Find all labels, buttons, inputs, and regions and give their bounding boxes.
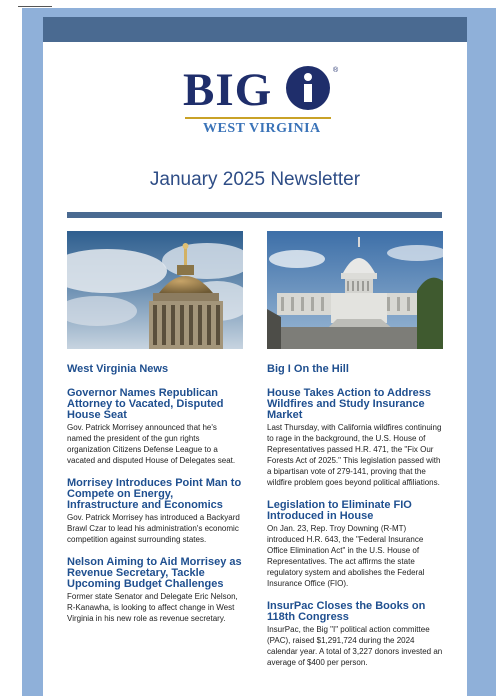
newsletter-card — [43, 17, 467, 696]
wv-capitol-photo-graphic — [67, 231, 243, 349]
article-summary: Gov. Patrick Morrisey announced that he's named the president of the gun rights organization Citizens Defense League to a vacated and disputed House of Delegates seat. — [67, 423, 236, 465]
logo-underline — [185, 117, 331, 119]
logo-subtitle: WEST VIRGINIA — [203, 121, 321, 136]
wv-capitol-image[interactable] — [67, 231, 243, 349]
article — [67, 388, 243, 466]
article-summary: Former state Senator and Delegate Eric Nelson, R-Kanawha, is looking to affect change in West Virginia in his new role as revenue secretary. — [67, 592, 238, 623]
article-title-link[interactable]: Governor Names Republican Attorney to Vacated, Disputed House Seat — [67, 387, 224, 421]
logo-big-text: BIG — [183, 64, 273, 116]
logo-i-icon — [286, 66, 330, 110]
logo-registered-mark: ® — [333, 67, 339, 74]
window-edge-line — [18, 6, 52, 7]
article-title-link[interactable]: Legislation to Eliminate FIO Introduced in House — [267, 499, 412, 522]
article-summary: Gov. Patrick Morrisey has introduced a Backyard Brawl Czar to lead his administration's economic competition against surrounding states. — [67, 513, 240, 544]
article — [67, 478, 243, 545]
section-heading-big-i-hill: Big I On the Hill — [267, 363, 349, 375]
header-bar — [43, 17, 467, 42]
article — [67, 557, 243, 624]
newsletter-title: January 2025 Newsletter — [149, 169, 361, 190]
article-summary: InsurPac, the Big "I" political action committee (PAC), raised $1,291,724 during the 2024 calendar year. A total of 3,227 donors invested an average of $400 per person. — [267, 625, 443, 667]
right-column — [267, 231, 443, 668]
big-i-logo[interactable] — [183, 64, 339, 151]
article — [267, 601, 443, 668]
us-capitol-photo-graphic — [267, 231, 443, 349]
article-title-link[interactable]: InsurPac Closes the Books on 118th Congress — [267, 600, 426, 623]
section-heading-wv-news: West Virginia News — [67, 363, 169, 375]
us-capitol-image[interactable] — [267, 231, 443, 349]
article — [267, 388, 443, 488]
left-column — [67, 231, 243, 624]
article-summary: On Jan. 23, Rep. Troy Downing (R-MT) introduced H.R. 643, the "Federal Insurance Office Elimination Act" in the U.S. House of Representatives. The act affirms the state regulatory system and abolishes the Federal Insurance Office (FIO). — [267, 524, 425, 588]
article-title-link[interactable]: Nelson Aiming to Aid Morrisey as Revenue Secretary, Tackle Upcoming Budget Challenges — [67, 556, 242, 590]
article-title-link[interactable]: Morrisey Introduces Point Man to Compete on Energy, Infrastructure and Economics — [67, 477, 242, 511]
article-summary: Last Thursday, with California wildfires continuing to rage in the background, the U.S. House of Representatives passed H.R. 471, the "Fix Our Forests Act of 2025." This legislation passed with a bipartisan vote of 279-141, proving that the wildfire problem goes beyond political affiliations. — [267, 423, 442, 487]
title-divider — [67, 212, 442, 218]
article — [267, 500, 443, 589]
article-title-link[interactable]: House Takes Action to Address Wildfires and Study Insurance Market — [267, 387, 432, 421]
